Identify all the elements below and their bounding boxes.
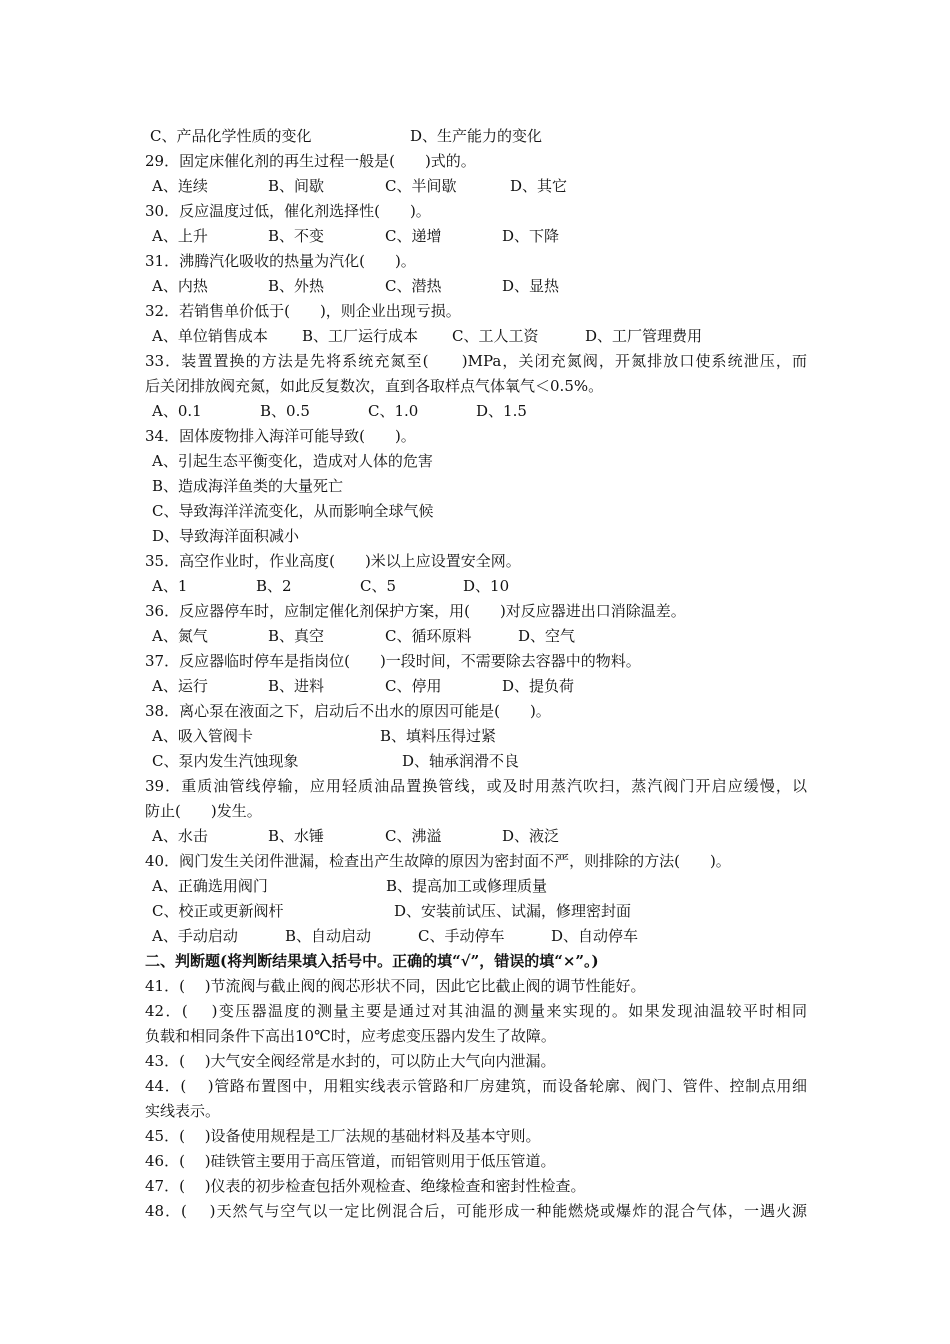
option-c: C、手动停车 bbox=[418, 927, 505, 945]
question-39-line-1: 39．重质油管线停输，应用轻质油品置换管线，或及时用蒸汽吹扫，蒸汽阀门开启应缓慢，以 bbox=[145, 777, 807, 795]
option-a: A、连续 bbox=[152, 177, 208, 195]
question-43: 43．( )大气安全阀经常是水封的，可以防止大气向内泄漏。 bbox=[145, 1052, 556, 1070]
question-33-line-1: 33．装置置换的方法是先将系统充氮至( )MPa，关闭充氮阀，开氮排放口使系统泄压，而 bbox=[145, 352, 808, 370]
option-b: B、外热 bbox=[268, 277, 325, 295]
question-48: 48．( )天然气与空气以一定比例混合后，可能形成一种能燃烧或爆炸的混合气体，一遇火源 bbox=[145, 1202, 807, 1220]
option-a: A、手动启动 bbox=[152, 927, 238, 945]
option-b: B、工厂运行成本 bbox=[302, 327, 419, 345]
option-d: D、10 bbox=[463, 577, 510, 595]
question-32: 32．若销售单价低于( )，则企业出现亏损。 bbox=[145, 302, 461, 320]
question-29: 29．固定床催化剂的再生过程一般是( )式的。 bbox=[145, 152, 476, 170]
option-d: D、其它 bbox=[510, 177, 568, 195]
option-b: B、真空 bbox=[268, 627, 325, 645]
option-a: A、单位销售成本 bbox=[152, 327, 268, 345]
option-b: B、水锤 bbox=[268, 827, 325, 845]
option-d: D、工厂管理费用 bbox=[585, 327, 703, 345]
option-c: C、沸溢 bbox=[385, 827, 442, 845]
option-d: D、导致海洋面积减小 bbox=[152, 527, 300, 545]
option-a: A、1 bbox=[152, 577, 188, 595]
option-b: B、提高加工或修理质量 bbox=[386, 877, 548, 895]
option-a: A、水击 bbox=[152, 827, 208, 845]
option-b: B、自动启动 bbox=[285, 927, 372, 945]
question-34: 34．固体废物排入海洋可能导致( )。 bbox=[145, 427, 416, 445]
question-47: 47．( )仪表的初步检查包括外观检查、绝缘检查和密封性检查。 bbox=[145, 1177, 586, 1195]
question-44-line-1: 44．( )管路布置图中，用粗实线表示管路和厂房建筑，而设备轮廓、阀门、管件、控制点用细 bbox=[145, 1077, 807, 1095]
option-d: D、下降 bbox=[502, 227, 560, 245]
option-a: A、吸入管阀卡 bbox=[152, 727, 253, 745]
option-d: D、安装前试压、试漏，修理密封面 bbox=[394, 902, 632, 920]
option-c: C、循环原料 bbox=[385, 627, 472, 645]
option-a: A、0.1 bbox=[152, 402, 202, 420]
option-c: C、潜热 bbox=[385, 277, 442, 295]
question-45: 45．( )设备使用规程是工厂法规的基础材料及基本守则。 bbox=[145, 1127, 541, 1145]
option-b: B、造成海洋鱼类的大量死亡 bbox=[152, 477, 344, 495]
option-d: D、空气 bbox=[518, 627, 576, 645]
question-42-line-2: 负载和相同条件下高出10℃时，应考虑变压器内发生了故障。 bbox=[145, 1027, 556, 1045]
option-c: C、半间歇 bbox=[385, 177, 457, 195]
option-d: D、提负荷 bbox=[502, 677, 575, 695]
option-a: A、上升 bbox=[152, 227, 208, 245]
option-b: B、不变 bbox=[268, 227, 325, 245]
option-d: D、自动停车 bbox=[551, 927, 639, 945]
option-c: C、校正或更新阀杆 bbox=[152, 902, 284, 920]
option-b: B、填料压得过紧 bbox=[380, 727, 497, 745]
question-37: 37．反应器临时停车是指岗位( )一段时间，不需要除去容器中的物料。 bbox=[145, 652, 641, 670]
question-46: 46．( )硅铁管主要用于高压管道，而铝管则用于低压管道。 bbox=[145, 1152, 556, 1170]
question-33-line-2: 后关闭排放阀充氮，如此反复数次，直到各取样点气体氧气＜0.5%。 bbox=[145, 377, 604, 395]
question-44-line-2: 实线表示。 bbox=[145, 1102, 221, 1120]
question-41: 41．( )节流阀与截止阀的阀芯形状不同，因此它比截止阀的调节性能好。 bbox=[145, 977, 646, 995]
option-c: C、5 bbox=[360, 577, 397, 595]
section-heading: 二、判断题(将判断结果填入括号中。正确的填“√”，错误的填“×”。) bbox=[145, 952, 599, 970]
question-36: 36．反应器停车时，应制定催化剂保护方案，用( )对反应器进出口消除温差。 bbox=[145, 602, 686, 620]
option-d: D、轴承润滑不良 bbox=[402, 752, 520, 770]
question-40: 40．阀门发生关闭件泄漏，检查出产生故障的原因为密封面不严，则排除的方法( )。 bbox=[145, 852, 731, 870]
option-c: C、产品化学性质的变化 bbox=[150, 127, 312, 145]
option-d: D、1.5 bbox=[476, 402, 527, 420]
option-d: D、生产能力的变化 bbox=[410, 127, 543, 145]
option-a: A、运行 bbox=[152, 677, 208, 695]
option-b: B、2 bbox=[256, 577, 292, 595]
option-c: C、1.0 bbox=[368, 402, 419, 420]
option-a: A、内热 bbox=[152, 277, 208, 295]
option-b: B、间歇 bbox=[268, 177, 325, 195]
option-b: B、进料 bbox=[268, 677, 325, 695]
question-35: 35．高空作业时，作业高度( )米以上应设置安全网。 bbox=[145, 552, 521, 570]
option-d: D、显热 bbox=[502, 277, 560, 295]
option-c: C、停用 bbox=[385, 677, 442, 695]
option-a: A、正确选用阀门 bbox=[152, 877, 268, 895]
option-c: C、泵内发生汽蚀现象 bbox=[152, 752, 299, 770]
option-c: C、导致海洋洋流变化，从而影响全球气候 bbox=[152, 502, 434, 520]
option-d: D、液泛 bbox=[502, 827, 560, 845]
option-c: C、递增 bbox=[385, 227, 442, 245]
option-a: A、氮气 bbox=[152, 627, 208, 645]
question-30: 30．反应温度过低，催化剂选择性( )。 bbox=[145, 202, 431, 220]
option-a: A、引起生态平衡变化，造成对人体的危害 bbox=[152, 452, 433, 470]
option-c: C、工人工资 bbox=[452, 327, 539, 345]
question-31: 31．沸腾汽化吸收的热量为汽化( )。 bbox=[145, 252, 416, 270]
question-42-line-1: 42．( )变压器温度的测量主要是通过对其油温的测量来实现的。如果发现油温较平时相同 bbox=[145, 1002, 807, 1020]
option-b: B、0.5 bbox=[260, 402, 310, 420]
question-38: 38．离心泵在液面之下，启动后不出水的原因可能是( )。 bbox=[145, 702, 551, 720]
question-39-line-2: 防止( )发生。 bbox=[145, 802, 262, 820]
